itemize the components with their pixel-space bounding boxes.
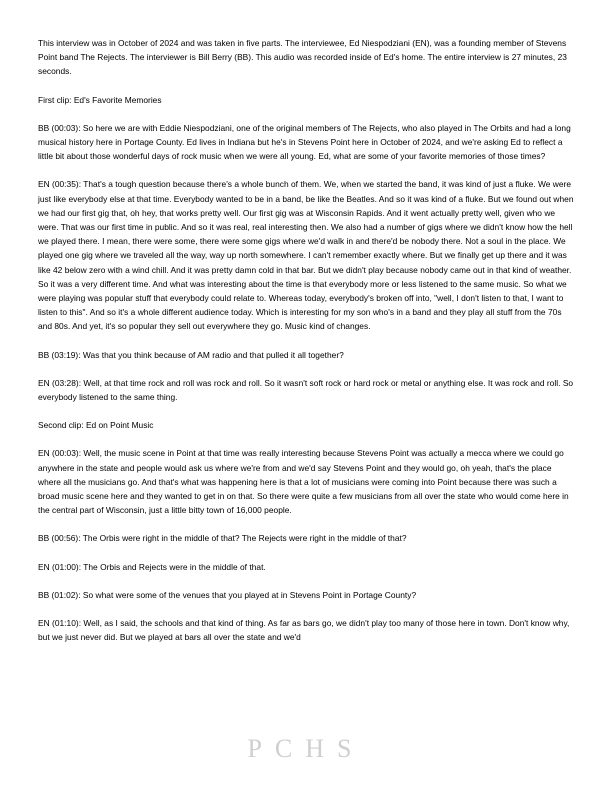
paragraph-bb-0003: BB (00:03): So here we are with Eddie Niespodziani, one of the original members of The Rejects, who also played in The Orbits and had a long musical history here in Portage County. Ed lives in Indiana but he's in Stevens Point here in October of 2024, and we're asking Ed to reflect a little bit about those wonderful days of rock music when we were all young. Ed, what are some of your favorite memories of those times? [38,122,571,162]
paragraph-en-0328: EN (03:28): Well, at that time rock and roll was rock and roll. So it wasn't soft rock or hard rock or metal or anything else. It was rock and roll. So everybody listened to the same thing. [38,377,574,403]
paragraph-en-0100: EN (01:00): The Orbis and Rejects were in the middle of that. [38,561,266,572]
watermark-text: PCHS [247,734,365,763]
paragraph-bb-0056: BB (00:56): The Orbis were right in the middle of that? The Rejects were right in the middle of that? [38,533,407,544]
paragraph-bb-0319: BB (03:19): Was that you think because of AM radio and that pulled it all together? [38,349,344,360]
paragraph-en-0003: EN (00:03): Well, the music scene in Point at that time was really interesting because Stevens Point was actually a mecca where we could go anywhere in the state and people would ask us where we're from and we'd say Stevens Point and they would go, oh yeah, that's the place where all the musicians go. And that's what was happening here is that a lot of musicians were coming into Point because there was such a broad music scene here and they wanted to get in on that. So there were quite a few musicians from all over the state who would come here in the central part of Wisconsin, just a little bitty town of 16,000 people. [38,448,569,516]
document-body [38,36,574,645]
paragraph-en-0035: EN (00:35): That's a tough question because there's a whole bunch of them. We, when we started the band, it was kind of just a fluke. We were just like everybody else at that time. Everybody wanted to be in a band, be like the Beatles. And so it was kind of a fluke. But we found out when we had our first gig that, oh hey, that works pretty well. Our first gig was at Wisconsin Rapids. And it went actually pretty well, given who we were. That was our first time in public. And so it was real, real interesting then. We also had a number of gigs where we didn't know how the hell we played there. I mean, there were some, there were some gigs where we'd walk in and there'd be nobody there. Not a soul in the place. We played one gig where we traveled all the way, way up north somewhere. I can't remember exactly where. But we finally get up there and it was like 42 below zero with a wind chill. And it was pretty damn cold in that bar. But we didn't play because nobody came out in that kind of weather. So it was a very different time. And what was interesting about the time is that everybody more or less listened to the same music. So what we were playing was popular stuff that everybody could relate to. Whereas today, everybody's broken off into, "well, I don't listen to that, I want to listen to this". And so it's a whole different audience today. Which is interesting for my son who's in a band and they play all stuff from the 70s and 80s. And yet, it's so popular they sell out everywhere they go. Music kind of changes. [38,179,574,332]
paragraph-intro: This interview was in October of 2024 and was taken in five parts. The interviewee, Ed Niespodziani (EN), was a founding member of Stevens Point band The Rejects. The interviewer is Bill Berry (BB). This audio was recorded inside of Ed's home. The entire interview is 27 minutes, 23 seconds. [38,38,567,77]
paragraph-bb-0102: BB (01:02): So what were some of the venues that you played at in Stevens Point in Portage County? [38,589,417,600]
section-heading-first-clip: First clip: Ed's Favorite Memories [38,94,162,105]
paragraph-en-0110: EN (01:10): Well, as I said, the schools and that kind of thing. As far as bars go, we didn't play too many of those here in town. Don't know why, but we just never did. But we played at bars all over the state and we'd [38,618,570,643]
section-heading-second-clip: Second clip: Ed on Point Music [38,420,154,431]
